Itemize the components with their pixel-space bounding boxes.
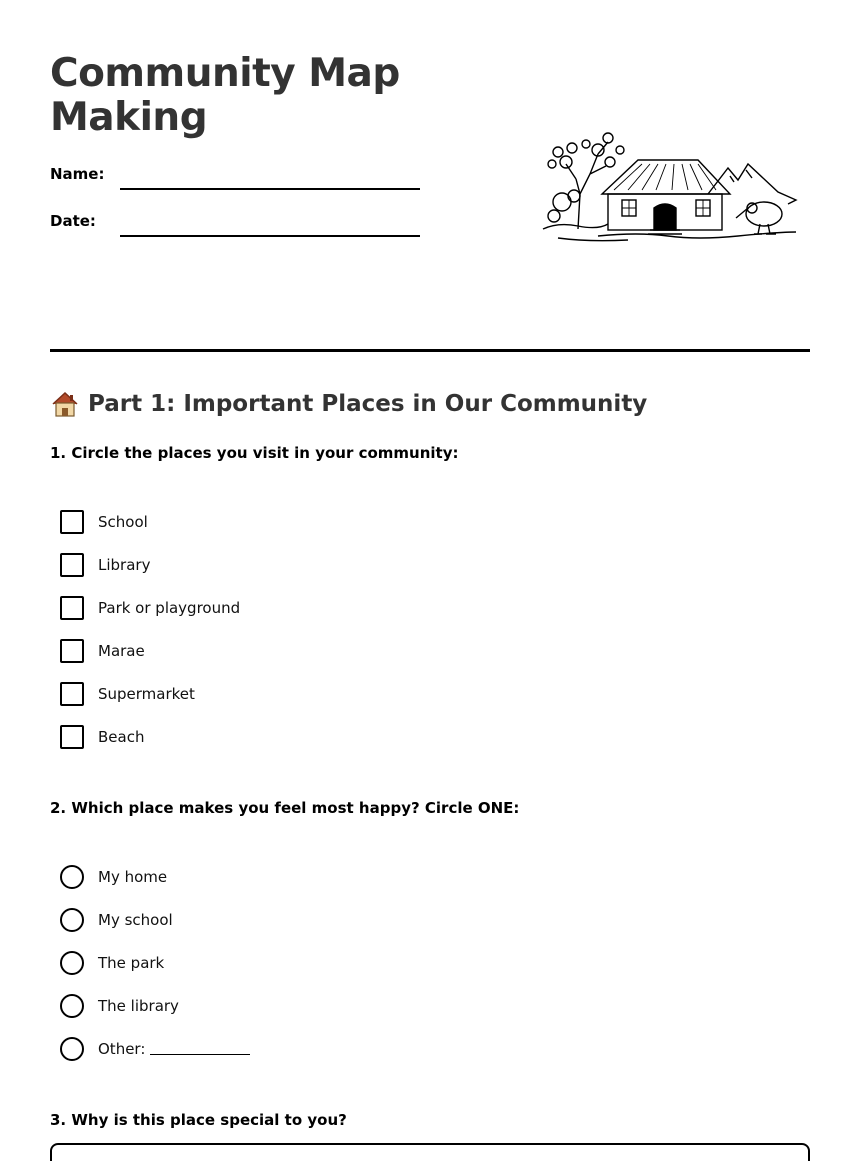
date-label: Date:: [50, 212, 96, 230]
name-field-row: [50, 165, 430, 195]
checkbox-option[interactable]: [60, 725, 240, 749]
option-label: My school: [98, 911, 173, 929]
checkbox[interactable]: [60, 682, 84, 706]
question-2: 2. Which place makes you feel most happy? Circle ONE:: [50, 799, 520, 817]
option-label: The library: [98, 997, 179, 1015]
other-blank-line[interactable]: [150, 1054, 250, 1055]
checkbox-option[interactable]: [60, 639, 240, 663]
option-label: Other:: [98, 1040, 146, 1058]
checkbox-option[interactable]: [60, 510, 240, 534]
section-1-heading: [50, 388, 647, 420]
date-field-row: [50, 212, 430, 242]
section-1-title: Part 1: Important Places in Our Community: [88, 391, 648, 417]
name-input-line[interactable]: [120, 188, 420, 190]
checkbox[interactable]: [60, 639, 84, 663]
name-label: Name:: [50, 165, 105, 183]
checkbox[interactable]: [60, 553, 84, 577]
checkbox-option[interactable]: [60, 682, 240, 706]
radio-button[interactable]: [60, 908, 84, 932]
radio-option[interactable]: [60, 994, 250, 1018]
radio-option[interactable]: [60, 1037, 250, 1061]
radio-button[interactable]: [60, 994, 84, 1018]
option-label: Library: [98, 556, 151, 574]
section-divider: [50, 349, 810, 352]
option-label: Marae: [98, 642, 145, 660]
checkbox[interactable]: [60, 596, 84, 620]
radio-button[interactable]: [60, 865, 84, 889]
question-2-options: [60, 865, 250, 1080]
option-label: School: [98, 513, 148, 531]
checkbox[interactable]: [60, 510, 84, 534]
question-1-options: [60, 510, 240, 768]
checkbox-option[interactable]: [60, 596, 240, 620]
date-input-line[interactable]: [120, 235, 420, 237]
checkbox-option[interactable]: [60, 553, 240, 577]
radio-option[interactable]: [60, 865, 250, 889]
radio-button[interactable]: [60, 951, 84, 975]
answer-box[interactable]: [50, 1143, 810, 1161]
radio-option[interactable]: [60, 951, 250, 975]
checkbox[interactable]: [60, 725, 84, 749]
question-1: 1. Circle the places you visit in your community:: [50, 444, 459, 462]
radio-option[interactable]: [60, 908, 250, 932]
community-house-illustration: [538, 124, 800, 244]
radio-button[interactable]: [60, 1037, 84, 1061]
question-3: 3. Why is this place special to you?: [50, 1111, 347, 1129]
option-label: Beach: [98, 728, 145, 746]
option-label: The park: [98, 954, 165, 972]
option-label: Supermarket: [98, 685, 195, 703]
option-label: Park or playground: [98, 599, 241, 617]
house-icon: [50, 389, 80, 419]
page-title: Community Map Making: [50, 51, 400, 140]
option-label: My home: [98, 868, 168, 886]
